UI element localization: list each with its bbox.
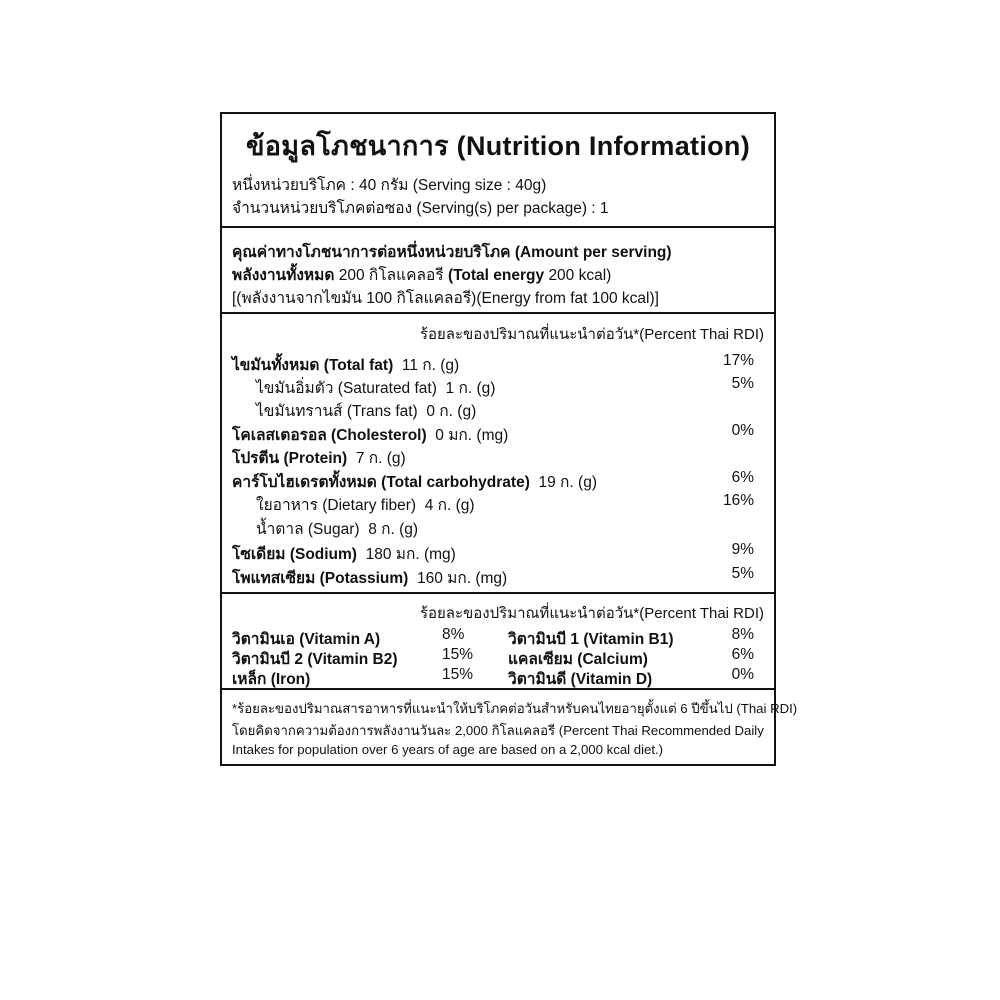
energy-label: พลังงานทั้งหมด (232, 267, 335, 284)
nutrient-pct: 5% (731, 565, 754, 582)
nutrient-row-total-fat (232, 352, 764, 374)
nutrient-amount: 4 ก. (g) (424, 497, 475, 514)
vitamin-name: แคลเซียม (Calcium) (508, 651, 648, 668)
footnote-section (222, 688, 798, 764)
header-section (222, 114, 774, 226)
nutrient-amount: 0 มก. (mg) (435, 427, 509, 444)
nutrient-row-cholesterol (232, 422, 764, 444)
nutrient-label: คาร์โบไฮเดรตทั้งหมด (Total carbohydrate) (232, 474, 530, 491)
nutrient-row-sodium (232, 541, 764, 563)
energy-en-label: (Total energy (447, 267, 545, 284)
nutrients-section (222, 312, 774, 592)
nutrient-amount: 19 ก. (g) (538, 474, 597, 491)
nutrient-row-total-carbohydrate (232, 469, 764, 491)
vitamin-name: วิตามินบี 1 (Vitamin B1) (508, 631, 674, 648)
vitamin-row (232, 626, 764, 647)
vitamin-name: เหล็ก (Iron) (232, 671, 311, 688)
vitamin-name: วิตามินบี 2 (Vitamin B2) (232, 651, 398, 668)
energy-en-value: 200 kcal) (548, 267, 612, 284)
nutrient-label: ไขมันทั้งหมด (Total fat) (232, 357, 394, 374)
vitamin-name: วิตามินเอ (Vitamin A) (232, 631, 381, 648)
vitamin-pct: 6% (731, 646, 754, 663)
nutrient-pct: 17% (722, 352, 754, 369)
nutrient-label: โปรตีน (Protein) (232, 450, 348, 467)
servings-per-package: จำนวนหน่วยบริโภคต่อซอง (Serving(s) per package) : 1 (232, 200, 609, 217)
nutrient-amount: 11 ก. (g) (401, 357, 460, 374)
nutrient-amount: 0 ก. (g) (426, 403, 477, 420)
vitamin-pct: 15% (442, 646, 474, 663)
nutrient-amount: 1 ก. (g) (445, 380, 496, 397)
nutrient-label: โซเดียม (Sodium) (232, 546, 357, 563)
nutrient-label: โพแทสเซียม (Potassium) (232, 570, 409, 587)
amount-section (222, 226, 774, 312)
vitamin-pct: 0% (731, 666, 754, 683)
label-title: ข้อมูลโภชนาการ (Nutrition Information) (245, 131, 750, 161)
energy-th-value: 200 กิโลแคลอรี (338, 267, 444, 284)
vitamin-row (232, 666, 764, 687)
vitamins-rdi-heading: ร้อยละของปริมาณที่แนะนำต่อวัน*(Percent Thai RDI) (419, 605, 764, 622)
footnote-line-3: Intakes for population over 6 years of age are based on a 2,000 kcal diet.) (232, 742, 664, 757)
nutrient-row-potassium (232, 565, 764, 587)
vitamin-row (232, 646, 764, 667)
nutrient-pct: 5% (731, 375, 754, 392)
nutrient-label: น้ำตาล (Sugar) (256, 521, 360, 538)
nutrient-pct: 6% (731, 469, 754, 486)
vitamin-pct: 8% (731, 626, 754, 643)
vitamin-name: วิตามินดี (Vitamin D) (508, 671, 653, 688)
nutrient-amount: 180 มก. (mg) (365, 546, 456, 563)
footnote-line-1: *ร้อยละของปริมาณสารอาหารที่แนะนำให้บริโภคต่อวันสำหรับคนไทยอายุตั้งแต่ 6 ปีขึ้นไป (Thai RDI) (232, 701, 798, 716)
nutrient-amount: 8 ก. (g) (368, 521, 419, 538)
nutrient-pct: 9% (731, 541, 754, 558)
nutrient-label: ใยอาหาร (Dietary fiber) (256, 497, 417, 514)
nutrient-pct: 0% (731, 422, 754, 439)
nutrient-row-saturated-fat (232, 375, 764, 397)
vitamin-pct: 8% (442, 626, 465, 643)
nutrient-amount: 160 มก. (mg) (416, 570, 508, 587)
amount-heading: คุณค่าทางโภชนาการต่อหนึ่งหน่วยบริโภค (Amount per serving) (232, 244, 672, 261)
nutrient-amount: 7 ก. (g) (355, 450, 406, 467)
fat-energy: [(พลังงานจากไขมัน 100 กิโลแคลอรี)(Energy from fat 100 kcal)] (232, 290, 659, 307)
total-energy (232, 262, 611, 287)
serving-size: หนึ่งหน่วยบริโภค : 40 กรัม (Serving size : 40g) (232, 177, 547, 194)
nutrient-row-trans-fat (232, 398, 764, 420)
nutrients-rdi-heading: ร้อยละของปริมาณที่แนะนำต่อวัน*(Percent Thai RDI) (419, 326, 764, 343)
nutrient-row-dietary-fiber (232, 492, 764, 514)
footnote-line-2: โดยคิดจากความต้องการพลังงานวันละ 2,000 กิโลแคลอรี (Percent Thai Recommended Daily (232, 723, 764, 738)
nutrient-row-sugar (232, 516, 764, 538)
nutrition-label (220, 112, 798, 766)
nutrient-label: ไขมันอิ่มตัว (Saturated fat) (256, 380, 437, 397)
nutrient-row-protein (232, 445, 764, 467)
nutrient-label: โคเลสเตอรอล (Cholesterol) (232, 427, 427, 444)
vitamin-pct: 15% (442, 666, 474, 683)
nutrient-label: ไขมันทรานส์ (Trans fat) (256, 403, 418, 420)
vitamins-section (222, 592, 774, 688)
nutrient-pct: 16% (722, 492, 754, 509)
